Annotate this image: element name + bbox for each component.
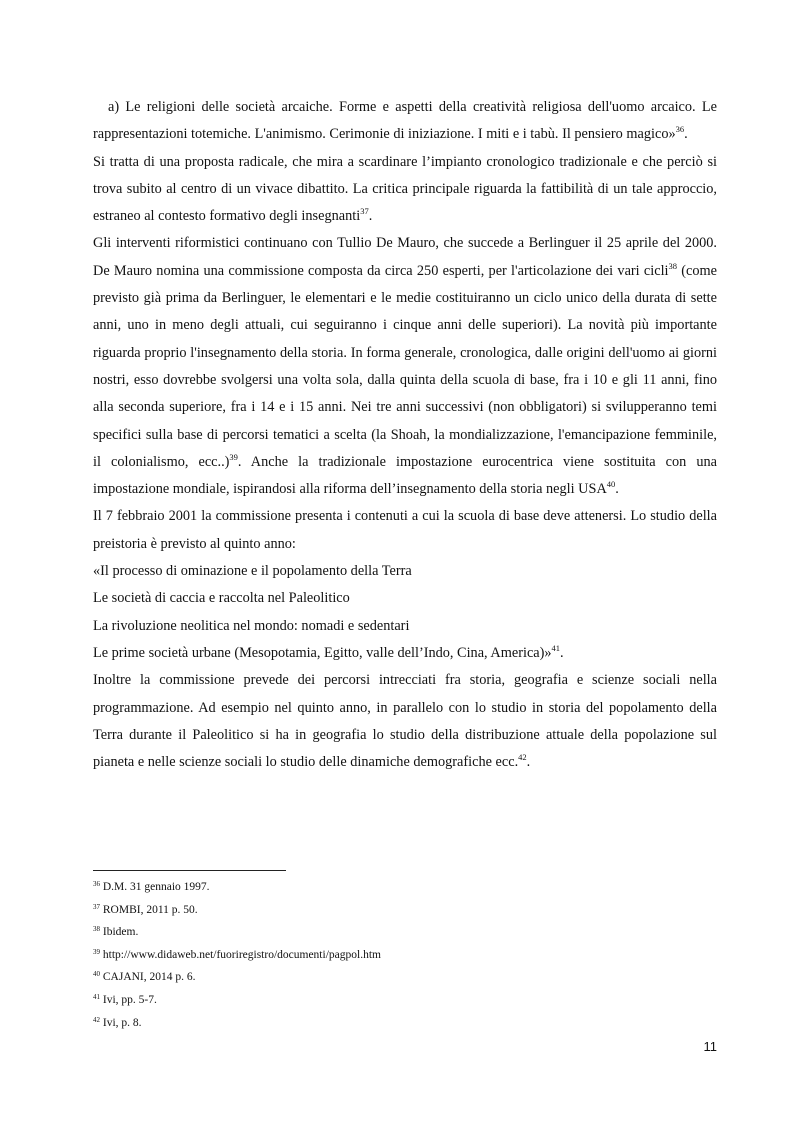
quote-line <box>93 558 717 585</box>
paragraph-tail: . <box>684 126 688 143</box>
footnote <box>93 944 717 967</box>
paragraph-text: . Anche la tradizionale impostazione eurocentrica viene sostituita con una impostazione mondiale, ispirandosi alla riforma dell’insegnamento della storia negli USA <box>93 453 717 498</box>
footnote-ref: 41 <box>551 642 561 653</box>
paragraph-commissione <box>93 503 717 558</box>
footnote-text: Ibidem. <box>102 926 139 939</box>
paragraph-proposta <box>93 149 717 231</box>
quote-line <box>93 613 717 640</box>
footnote <box>93 921 717 944</box>
footnote-ref: 38 <box>668 260 678 271</box>
footnote-text: D.M. 31 gennaio 1997. <box>102 881 210 893</box>
paragraph-de-mauro <box>93 230 717 503</box>
paragraph-religioni <box>93 94 717 149</box>
footnote-ref: 40 <box>606 479 616 490</box>
footnote-ref: 39 <box>229 451 238 462</box>
paragraph-text: a) Le religioni delle società arcaiche. Forme e aspetti della creatività religiosa dell'uomo arcaico. Le rappresentazioni totemiche. L'animismo. Cerimonie di iniziazione. I miti e i tabù. Il pensiero magico» <box>93 99 717 143</box>
paragraph-tail: . <box>526 754 531 771</box>
footnote-number: 37 <box>93 902 100 911</box>
footnote <box>93 966 717 989</box>
footnote-number: 40 <box>93 970 100 979</box>
quote-text: La rivoluzione neolitica nel mondo: nomadi e sedentari <box>93 617 410 634</box>
footnote <box>93 876 717 899</box>
paragraph-text: (come previsto già prima da Berlinguer, le elementari e le medie costituiranno un ciclo unico della durata di sette anni, uno in meno degli attuali, cui seguiranno i cinque anni delle superiori). La novità più importante riguarda proprio l'insegnamento della storia. In forma generale, cronologica, dalle origini dell'uomo ai giorni nostri, esso dovrebbe svolgersi una volta sola, dalla quinta della scuola di base, fra i 10 e gli 11 anni, fino alla seconda superiore, fra i 14 e i 15 anni. Nei tre anni successivi (non obbligatori) si svilupperanno temi specifici sulla base di percorsi tematici a scelta (la Shoah, la mondializzazione, l'emancipazione femminile, il colonialismo, ecc..) <box>93 262 717 470</box>
footnote-ref: 36 <box>675 124 685 135</box>
footnote-separator <box>93 870 286 871</box>
page-number: 11 <box>703 1039 717 1054</box>
paragraph-tail: . <box>560 644 564 661</box>
footnote-number: 42 <box>93 1015 100 1024</box>
paragraph-percorsi <box>93 667 717 776</box>
paragraph-text: Inoltre la commissione prevede dei percorsi intrecciati fra storia, geografia e scienze sociali nella programmazione. Ad esempio nel quinto anno, in parallelo con lo studio in storia del popolamento della Terra durante il Paleolitico si ha in geografia lo studio della distribuzione attuale della popolazione sul pianeta e nelle scienze sociali lo studio delle dinamiche demografiche ecc. <box>93 672 717 771</box>
quote-text: Le società di caccia e raccolta nel Paleolitico <box>93 590 350 607</box>
quote-text: Le prime società urbane (Mesopotamia, Egitto, valle dell’Indo, Cina, America)» <box>93 644 552 661</box>
footnote-text: Ivi, pp. 5-7. <box>102 993 157 1006</box>
footnotes <box>93 876 717 1034</box>
footnote <box>93 1012 717 1035</box>
footnote-link[interactable]: http://www.didaweb.net/fuoriregistro/documenti/pagpol.htm <box>102 948 381 961</box>
paragraph-text: Gli interventi riformistici continuano con Tullio De Mauro, che succede a Berlinguer il 25 aprile del 2000. De Mauro nomina una commissione composta da circa 250 esperti, per l'articolazione dei vari cicli <box>93 235 717 279</box>
quote-line <box>93 640 717 667</box>
footnote-number: 36 <box>93 880 100 888</box>
footnote-text: CAJANI, 2014 p. 6. <box>102 971 196 984</box>
footnote-number: 41 <box>93 992 100 1001</box>
quote-text: «Il processo di ominazione e il popolamento della Terra <box>93 563 412 580</box>
footnote <box>93 899 717 922</box>
body-text <box>93 94 717 776</box>
footnote-number: 38 <box>93 925 100 934</box>
quote-line <box>93 585 717 612</box>
footnote-number: 39 <box>93 947 100 956</box>
paragraph-tail: . <box>615 481 619 498</box>
paragraph-tail: . <box>368 208 373 225</box>
footnote-ref: 37 <box>360 206 369 217</box>
paragraph-text: Si tratta di una proposta radicale, che mira a scardinare l’impianto cronologico tradizionale e che perciò si trova subito al centro di un vivace dibattito. La critica principale riguarda la fattibilità di un tale approccio, estraneo al contesto formativo degli insegnanti <box>93 153 717 225</box>
paragraph-text: Il 7 febbraio 2001 la commissione presenta i contenuti a cui la scuola di base deve attenersi. Lo studio della preistoria è previsto al quinto anno: <box>93 508 717 552</box>
footnote <box>93 989 717 1012</box>
footnote-ref: 42 <box>518 752 527 763</box>
footnote-text: ROMBI, 2011 p. 50. <box>102 903 198 916</box>
footnote-text: Ivi, p. 8. <box>102 1016 142 1029</box>
